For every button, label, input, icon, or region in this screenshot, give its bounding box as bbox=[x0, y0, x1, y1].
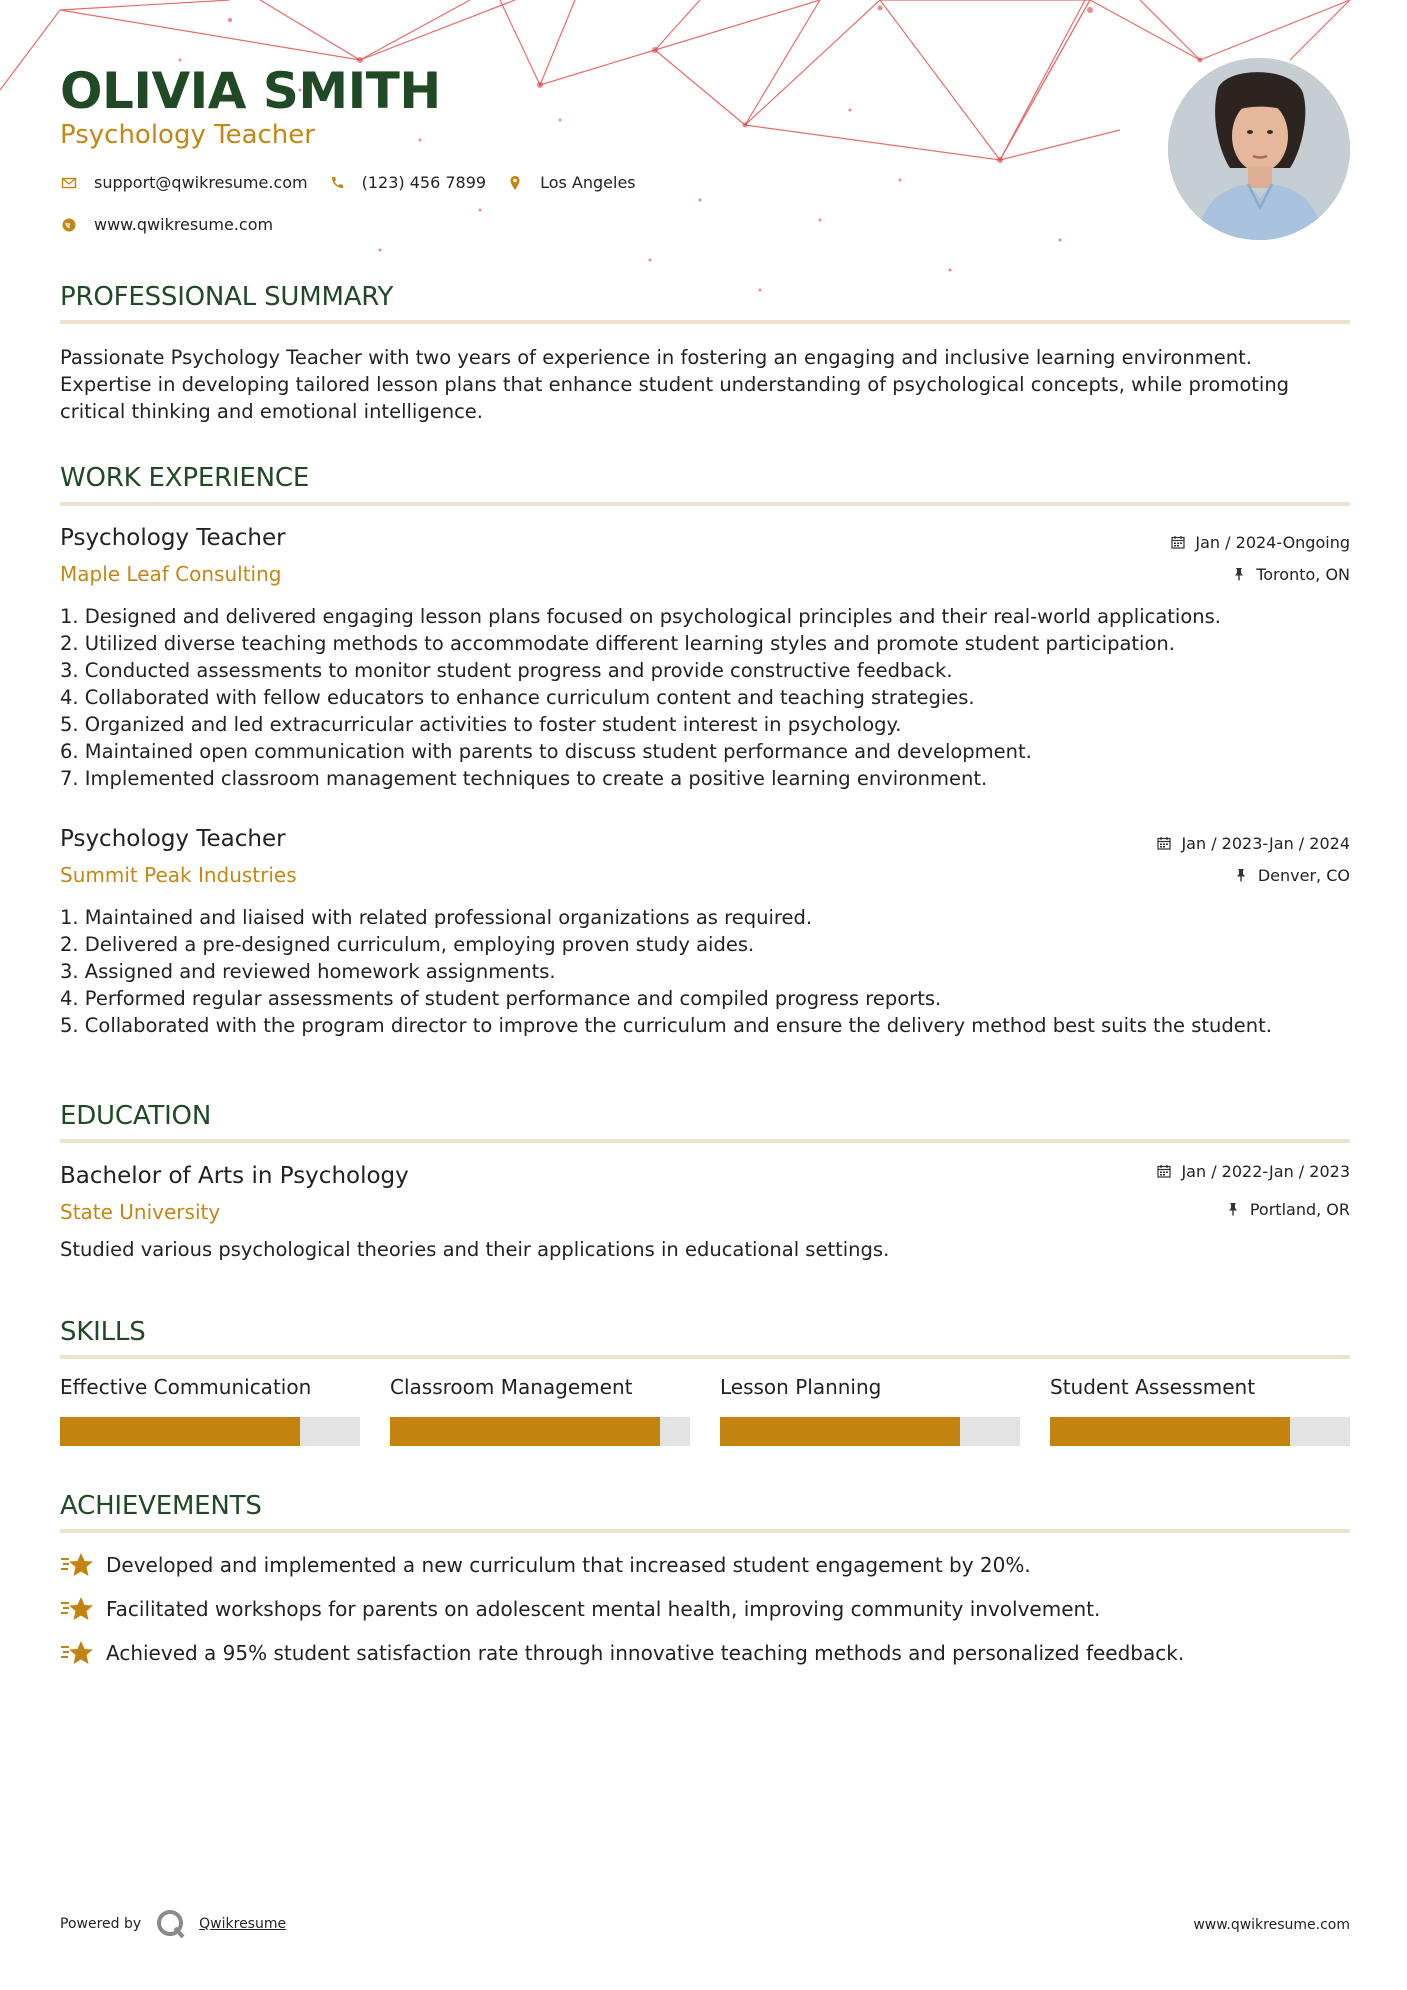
section-divider bbox=[60, 1355, 1350, 1359]
school-name: State University bbox=[60, 1200, 221, 1224]
section-divider bbox=[60, 502, 1350, 506]
powered-by-label: Powered by bbox=[60, 1916, 142, 1932]
skill-item bbox=[1050, 1375, 1350, 1446]
calendar-icon bbox=[1157, 1164, 1173, 1180]
skill-bar-track bbox=[1050, 1417, 1350, 1446]
globe-icon bbox=[60, 216, 78, 234]
star-badge-icon bbox=[60, 1638, 94, 1668]
education-description: Studied various psychological theories and their applications in educational settings. bbox=[60, 1238, 890, 1261]
website-text: www.qwikresume.com bbox=[94, 215, 274, 234]
section-divider bbox=[60, 320, 1350, 324]
skill-bar-fill bbox=[720, 1417, 960, 1446]
email-text: support@qwikresume.com bbox=[94, 173, 308, 192]
page-footer bbox=[60, 1900, 1350, 1940]
achievement-text: Facilitated workshops for parents on adolescent mental health, improving community involvement. bbox=[106, 1597, 1101, 1621]
list-item: 5. Organized and led extracurricular activities to foster student interest in psychology. bbox=[60, 713, 902, 736]
list-item: 3. Assigned and reviewed homework assignments. bbox=[60, 960, 556, 983]
skill-bar-track bbox=[720, 1417, 1020, 1446]
dates-text: Jan / 2024-Ongoing bbox=[1195, 533, 1350, 552]
job-dates bbox=[1171, 533, 1350, 552]
candidate-name: OLIVIA SMITH bbox=[60, 62, 441, 120]
job-title: Psychology Teacher bbox=[60, 525, 286, 551]
summary-paragraph bbox=[60, 344, 1350, 425]
achievement-item bbox=[60, 1638, 1184, 1668]
list-item: 6. Maintained open communication with parents to discuss student performance and development. bbox=[60, 740, 1032, 763]
calendar-icon bbox=[1171, 535, 1187, 551]
list-item: 7. Implemented classroom management techniques to create a positive learning environment. bbox=[60, 767, 988, 790]
contact-phone[interactable] bbox=[328, 173, 486, 192]
summary-line: Passionate Psychology Teacher with two years of experience in fostering an engaging and inclusive learning environment. bbox=[60, 346, 1252, 369]
star-badge-icon bbox=[60, 1550, 94, 1580]
dates-text: Jan / 2023-Jan / 2024 bbox=[1181, 834, 1350, 853]
skill-bar-fill bbox=[1050, 1417, 1290, 1446]
location-text: Denver, CO bbox=[1257, 866, 1350, 885]
skill-label: Effective Communication bbox=[60, 1375, 312, 1399]
list-item: 1. Designed and delivered engaging lesson plans focused on psychological principles and their real-world applications. bbox=[60, 605, 1221, 628]
powered-by bbox=[60, 1908, 286, 1940]
skill-bar-fill bbox=[390, 1417, 660, 1446]
degree-title: Bachelor of Arts in Psychology bbox=[60, 1163, 409, 1189]
achievement-text: Achieved a 95% student satisfaction rate through innovative teaching methods and personalized feedback. bbox=[106, 1641, 1185, 1665]
contact-email[interactable] bbox=[60, 173, 308, 192]
skill-item bbox=[390, 1375, 690, 1446]
job-location bbox=[1232, 565, 1350, 584]
job-bullets bbox=[60, 603, 1350, 792]
map-pin-icon bbox=[506, 174, 524, 192]
achievement-item bbox=[60, 1550, 1031, 1580]
pushpin-icon bbox=[1232, 567, 1248, 583]
job-title: Psychology Teacher bbox=[60, 826, 286, 852]
section-divider bbox=[60, 1139, 1350, 1143]
contact-row bbox=[60, 173, 656, 192]
list-item: 2. Utilized diverse teaching methods to accommodate different learning styles and promote student participation. bbox=[60, 632, 1175, 655]
skill-item bbox=[720, 1375, 1020, 1446]
achievement-text: Developed and implemented a new curriculum that increased student engagement by 20%. bbox=[106, 1553, 1031, 1577]
skill-label: Classroom Management bbox=[390, 1375, 633, 1399]
skill-bar-track bbox=[390, 1417, 690, 1446]
location-text: Los Angeles bbox=[540, 173, 636, 192]
list-item: 1. Maintained and liaised with related professional organizations as required. bbox=[60, 906, 813, 929]
envelope-icon bbox=[60, 174, 78, 192]
summary-line: Expertise in developing tailored lesson plans that enhance student understanding of psychological concepts, while promoting bbox=[60, 373, 1290, 396]
company-name: Summit Peak Industries bbox=[60, 863, 297, 887]
location-text: Toronto, ON bbox=[1256, 565, 1350, 584]
profile-photo bbox=[1168, 58, 1350, 240]
skill-label: Student Assessment bbox=[1050, 1375, 1256, 1399]
section-title-achievements: ACHIEVEMENTS bbox=[60, 1491, 262, 1521]
summary-line: critical thinking and emotional intelligence. bbox=[60, 400, 483, 423]
list-item: 3. Conducted assessments to monitor student progress and provide constructive feedback. bbox=[60, 659, 953, 682]
job-bullets bbox=[60, 904, 1350, 1039]
star-badge-icon bbox=[60, 1594, 94, 1624]
dates-text: Jan / 2022-Jan / 2023 bbox=[1181, 1162, 1350, 1181]
achievement-item bbox=[60, 1594, 1100, 1624]
phone-icon bbox=[328, 174, 346, 192]
list-item: 4. Collaborated with fellow educators to enhance curriculum content and teaching strategies. bbox=[60, 686, 975, 709]
brand-link[interactable]: Qwikresume bbox=[199, 1916, 287, 1932]
phone-text: (123) 456 7899 bbox=[361, 173, 487, 192]
pushpin-icon bbox=[1226, 1202, 1242, 1218]
skill-item bbox=[60, 1375, 360, 1446]
contact-row-2 bbox=[60, 215, 293, 234]
education-location bbox=[1226, 1200, 1350, 1219]
footer-url-link[interactable]: www.qwikresume.com bbox=[1193, 1917, 1350, 1933]
list-item: 2. Delivered a pre-designed curriculum, employing proven study aides. bbox=[60, 933, 755, 956]
list-item: 5. Collaborated with the program director to improve the curriculum and ensure the delivery method best suits the student. bbox=[60, 1014, 1272, 1037]
section-divider bbox=[60, 1529, 1350, 1533]
company-name: Maple Leaf Consulting bbox=[60, 562, 282, 586]
job-location bbox=[1234, 866, 1350, 885]
contact-website[interactable] bbox=[60, 215, 273, 234]
section-title-experience: WORK EXPERIENCE bbox=[60, 463, 310, 493]
pushpin-icon bbox=[1234, 868, 1250, 884]
location-text: Portland, OR bbox=[1249, 1200, 1350, 1219]
job-dates bbox=[1157, 834, 1350, 853]
list-item: 4. Performed regular assessments of student performance and compiled progress reports. bbox=[60, 987, 942, 1010]
candidate-role: Psychology Teacher bbox=[60, 120, 315, 150]
section-title-education: EDUCATION bbox=[60, 1101, 212, 1131]
skill-bar-fill bbox=[60, 1417, 300, 1446]
skill-bar-track bbox=[60, 1417, 360, 1446]
calendar-icon bbox=[1157, 836, 1173, 852]
section-title-summary: PROFESSIONAL SUMMARY bbox=[60, 282, 394, 312]
education-dates bbox=[1157, 1162, 1350, 1181]
section-title-skills: SKILLS bbox=[60, 1317, 146, 1347]
skill-label: Lesson Planning bbox=[720, 1375, 882, 1399]
qwikresume-logo-icon bbox=[155, 1908, 187, 1940]
contact-location bbox=[506, 173, 636, 192]
